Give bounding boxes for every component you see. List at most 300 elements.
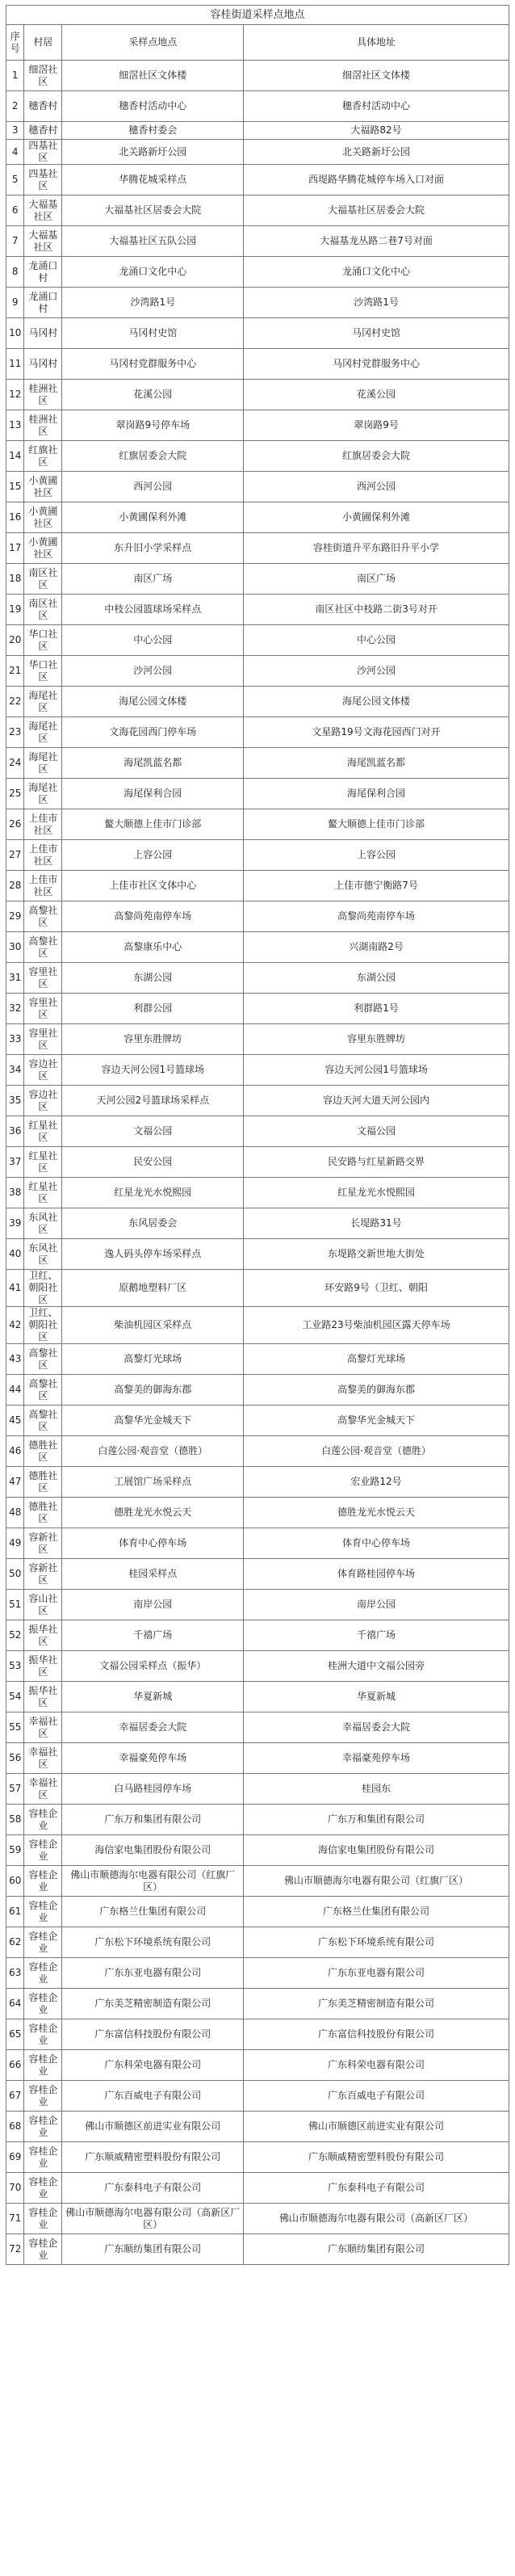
table-row	[6, 809, 509, 840]
row-address: 德胜龙光水悦云天	[244, 1498, 509, 1528]
row-site: 翠岗路9号停车场	[62, 410, 244, 441]
row-index: 42	[6, 1307, 24, 1344]
row-index: 70	[6, 2173, 24, 2204]
row-address: 佛山市顺德海尔电器有限公司（红旗厂区）	[244, 1866, 509, 1897]
row-village: 卫红、朝阳社区	[24, 1270, 62, 1307]
table-row	[6, 1835, 509, 1866]
row-site: 广东百威电子有限公司	[62, 2081, 244, 2112]
row-site: 龙涌口文化中心	[62, 257, 244, 288]
table-row	[6, 1147, 509, 1178]
row-address: 容边天河大道天河公园内	[244, 1086, 509, 1116]
row-address: 宏业路12号	[244, 1467, 509, 1498]
row-index: 58	[6, 1805, 24, 1835]
row-site: 广东格兰仕集团有限公司	[62, 1897, 244, 1927]
table-row	[6, 140, 509, 165]
table-row	[6, 1559, 509, 1590]
row-address: 环安路9号（卫红、朝阳	[244, 1270, 509, 1307]
row-site: 广东顺纺集团有限公司	[62, 2234, 244, 2265]
row-village: 容桂企业	[24, 1897, 62, 1927]
row-site: 南区广场	[62, 564, 244, 595]
row-address: 利群路1号	[244, 994, 509, 1024]
table-row	[6, 656, 509, 687]
row-site: 海尾公园文体楼	[62, 687, 244, 717]
row-index: 72	[6, 2234, 24, 2265]
row-village: 红星社区	[24, 1147, 62, 1178]
row-index: 65	[6, 2019, 24, 2050]
row-village: 红星社区	[24, 1178, 62, 1208]
row-site: 南岸公园	[62, 1590, 244, 1620]
row-site: 文福公园	[62, 1116, 244, 1147]
row-address: 白莲公园·观音堂（德胜）	[244, 1436, 509, 1467]
row-index: 16	[6, 502, 24, 533]
table-row	[6, 1270, 509, 1307]
row-index: 29	[6, 901, 24, 932]
row-site: 原鹅地塑料厂区	[62, 1270, 244, 1307]
row-index: 43	[6, 1344, 24, 1375]
table-row	[6, 1467, 509, 1498]
table-row	[6, 1086, 509, 1116]
row-index: 67	[6, 2081, 24, 2112]
row-address: 红星龙光水悦熙园	[244, 1178, 509, 1208]
row-index: 8	[6, 257, 24, 288]
table-row	[6, 226, 509, 257]
row-index: 54	[6, 1682, 24, 1712]
row-address: 长堤路31号	[244, 1208, 509, 1239]
row-site: 高黎灯光球场	[62, 1344, 244, 1375]
row-index: 27	[6, 840, 24, 871]
row-address: 广东科荣电器有限公司	[244, 2050, 509, 2081]
row-village: 穗香村	[24, 122, 62, 140]
table-row	[6, 1651, 509, 1682]
row-village: 振华社区	[24, 1682, 62, 1712]
row-address: 沙河公园	[244, 656, 509, 687]
row-index: 7	[6, 226, 24, 257]
row-address: 沙湾路1号	[244, 288, 509, 318]
row-index: 10	[6, 318, 24, 349]
row-village: 上佳市社区	[24, 871, 62, 901]
row-index: 23	[6, 717, 24, 748]
table-row	[6, 122, 509, 140]
row-index: 64	[6, 1989, 24, 2019]
row-village: 东风社区	[24, 1239, 62, 1270]
table-row	[6, 994, 509, 1024]
row-address: 广东泰科电子有限公司	[244, 2173, 509, 2204]
row-village: 容桂企业	[24, 1927, 62, 1958]
row-site: 鳌大顺德上佳市门诊部	[62, 809, 244, 840]
row-address: 广东松下环境系统有限公司	[244, 1927, 509, 1958]
row-index: 60	[6, 1866, 24, 1897]
table-body	[6, 61, 509, 2265]
row-address: 东湖公园	[244, 963, 509, 994]
row-site: 穗香村活动中心	[62, 91, 244, 122]
row-village: 高黎社区	[24, 901, 62, 932]
row-index: 11	[6, 349, 24, 380]
table-row	[6, 564, 509, 595]
header-index: 序号	[6, 25, 24, 61]
row-address: 高黎美的御海东郡	[244, 1375, 509, 1406]
table-row	[6, 1897, 509, 1927]
row-index: 48	[6, 1498, 24, 1528]
row-address: 小黄圃保利外滩	[244, 502, 509, 533]
row-address: 广东东亚电器有限公司	[244, 1958, 509, 1989]
row-site: 千禧广场	[62, 1620, 244, 1651]
row-address: 上佳市德宁衡路7号	[244, 871, 509, 901]
row-address: 广东格兰仕集团有限公司	[244, 1897, 509, 1927]
row-site: 大福基社区居委会大院	[62, 195, 244, 226]
row-index: 4	[6, 140, 24, 165]
row-site: 幸福豪苑停车场	[62, 1743, 244, 1774]
row-site: 广东万和集团有限公司	[62, 1805, 244, 1835]
table-row	[6, 1307, 509, 1344]
row-index: 22	[6, 687, 24, 717]
row-index: 3	[6, 122, 24, 140]
table-row	[6, 901, 509, 932]
table-row	[6, 288, 509, 318]
row-index: 18	[6, 564, 24, 595]
row-index: 31	[6, 963, 24, 994]
table-row	[6, 1774, 509, 1805]
table-row	[6, 91, 509, 122]
row-village: 四基社区	[24, 165, 62, 195]
row-index: 63	[6, 1958, 24, 1989]
row-address: 桂园东	[244, 1774, 509, 1805]
table-row	[6, 349, 509, 380]
row-site: 大福基社区五队公园	[62, 226, 244, 257]
row-address: 广东万和集团有限公司	[244, 1805, 509, 1835]
row-address: 兴湖南路2号	[244, 932, 509, 963]
row-address: 幸福居委会大院	[244, 1712, 509, 1743]
table-row	[6, 748, 509, 779]
row-index: 2	[6, 91, 24, 122]
table-header-row	[6, 25, 509, 61]
row-index: 68	[6, 2112, 24, 2142]
row-site: 东湖公园	[62, 963, 244, 994]
row-village: 小黄圃社区	[24, 472, 62, 502]
row-index: 20	[6, 625, 24, 656]
row-index: 19	[6, 595, 24, 625]
row-village: 卫红、朝阳社区	[24, 1307, 62, 1344]
row-village: 容桂企业	[24, 1835, 62, 1866]
row-site: 工展馆广场采样点	[62, 1467, 244, 1498]
row-index: 34	[6, 1055, 24, 1086]
row-index: 28	[6, 871, 24, 901]
table-row	[6, 502, 509, 533]
table-row	[6, 1406, 509, 1436]
table-row	[6, 1239, 509, 1270]
row-village: 细滘社区	[24, 61, 62, 91]
table-row	[6, 1375, 509, 1406]
row-index: 17	[6, 533, 24, 564]
row-village: 四基社区	[24, 140, 62, 165]
row-index: 61	[6, 1897, 24, 1927]
row-site: 东风居委会	[62, 1208, 244, 1239]
row-village: 容新社区	[24, 1559, 62, 1590]
table-row	[6, 687, 509, 717]
row-address: 细滘社区文体楼	[244, 61, 509, 91]
table-row	[6, 2234, 509, 2265]
row-address: 海尾凯蓝名都	[244, 748, 509, 779]
row-village: 德胜社区	[24, 1498, 62, 1528]
row-village: 容桂企业	[24, 1989, 62, 2019]
row-village: 容桂企业	[24, 2112, 62, 2142]
row-site: 天河公园2号篮球场采样点	[62, 1086, 244, 1116]
row-village: 大福基社区	[24, 226, 62, 257]
table-row	[6, 1866, 509, 1897]
row-address: 民安路与红星新路交界	[244, 1147, 509, 1178]
row-village: 桂洲社区	[24, 380, 62, 410]
sampling-sites-table	[6, 5, 509, 2265]
row-address: 穗香村活动中心	[244, 91, 509, 122]
row-village: 容桂企业	[24, 2204, 62, 2234]
table-row	[6, 472, 509, 502]
table-row	[6, 625, 509, 656]
table-row	[6, 595, 509, 625]
table-row	[6, 380, 509, 410]
row-village: 东风社区	[24, 1208, 62, 1239]
row-site: 民安公园	[62, 1147, 244, 1178]
row-village: 容边社区	[24, 1055, 62, 1086]
row-site: 白马路桂园停车场	[62, 1774, 244, 1805]
row-site: 马冈村史馆	[62, 318, 244, 349]
row-address: 广东富信科技股份有限公司	[244, 2019, 509, 2050]
row-index: 6	[6, 195, 24, 226]
row-index: 56	[6, 1743, 24, 1774]
row-village: 龙涌口村	[24, 288, 62, 318]
row-index: 5	[6, 165, 24, 195]
table-row	[6, 1682, 509, 1712]
table-row	[6, 441, 509, 472]
table-row	[6, 2050, 509, 2081]
row-site: 花溪公园	[62, 380, 244, 410]
row-site: 广东富信科技股份有限公司	[62, 2019, 244, 2050]
row-village: 海尾社区	[24, 687, 62, 717]
row-address: 花溪公园	[244, 380, 509, 410]
row-village: 桂洲社区	[24, 410, 62, 441]
row-index: 55	[6, 1712, 24, 1743]
table-title-row	[6, 6, 509, 25]
table-row	[6, 1590, 509, 1620]
row-village: 南区社区	[24, 564, 62, 595]
row-village: 小黄圃社区	[24, 533, 62, 564]
row-site: 容边天河公园1号篮球场	[62, 1055, 244, 1086]
table-row	[6, 963, 509, 994]
row-village: 容桂企业	[24, 1958, 62, 1989]
row-village: 高黎社区	[24, 1344, 62, 1375]
table-row	[6, 195, 509, 226]
row-village: 穗香村	[24, 91, 62, 122]
row-address: 广东百威电子有限公司	[244, 2081, 509, 2112]
row-site: 体育中心停车场	[62, 1528, 244, 1559]
row-site: 西河公园	[62, 472, 244, 502]
row-site: 幸福居委会大院	[62, 1712, 244, 1743]
row-address: 佛山市顺德海尔电器有限公司（高新区厂区）	[244, 2204, 509, 2234]
row-address: 工业路23号柴油机园区露天停车场	[244, 1307, 509, 1344]
row-site: 广东科荣电器有限公司	[62, 2050, 244, 2081]
table-row	[6, 1989, 509, 2019]
row-site: 上佳市社区文体中心	[62, 871, 244, 901]
table-row	[6, 1958, 509, 1989]
row-index: 66	[6, 2050, 24, 2081]
row-village: 幸福社区	[24, 1743, 62, 1774]
table-row	[6, 1436, 509, 1467]
row-index: 59	[6, 1835, 24, 1866]
row-village: 红星社区	[24, 1116, 62, 1147]
table-row	[6, 533, 509, 564]
row-address: 华夏新城	[244, 1682, 509, 1712]
table-row	[6, 1712, 509, 1743]
row-site: 中心公园	[62, 625, 244, 656]
row-site: 利群公园	[62, 994, 244, 1024]
row-site: 红旗居委会大院	[62, 441, 244, 472]
row-index: 12	[6, 380, 24, 410]
row-site: 沙湾路1号	[62, 288, 244, 318]
row-village: 容里社区	[24, 1024, 62, 1055]
row-village: 大福基社区	[24, 195, 62, 226]
row-village: 容里社区	[24, 963, 62, 994]
row-site: 海信家电集团股份有限公司	[62, 1835, 244, 1866]
row-index: 32	[6, 994, 24, 1024]
table-row	[6, 1498, 509, 1528]
row-village: 上佳市社区	[24, 809, 62, 840]
row-index: 49	[6, 1528, 24, 1559]
row-village: 容桂企业	[24, 2173, 62, 2204]
row-site: 文海花园西门停车场	[62, 717, 244, 748]
header-address: 具体地址	[244, 25, 509, 61]
table-row	[6, 61, 509, 91]
row-site: 佛山市顺德区前进实业有限公司	[62, 2112, 244, 2142]
row-site: 白莲公园·观音堂（德胜）	[62, 1436, 244, 1467]
table-row	[6, 1024, 509, 1055]
row-address: 文福公园	[244, 1116, 509, 1147]
row-site: 广东泰科电子有限公司	[62, 2173, 244, 2204]
row-site: 小黄圃保利外滩	[62, 502, 244, 533]
table-row	[6, 318, 509, 349]
row-site: 沙河公园	[62, 656, 244, 687]
row-site: 细滘社区文体楼	[62, 61, 244, 91]
row-village: 高黎社区	[24, 932, 62, 963]
row-village: 华口社区	[24, 656, 62, 687]
table-row	[6, 1620, 509, 1651]
row-site: 容里东胜牌坊	[62, 1024, 244, 1055]
row-address: 中心公园	[244, 625, 509, 656]
row-village: 上佳市社区	[24, 840, 62, 871]
row-village: 幸福社区	[24, 1712, 62, 1743]
row-site: 穗香村委会	[62, 122, 244, 140]
row-site: 北关路新圩公园	[62, 140, 244, 165]
row-village: 德胜社区	[24, 1467, 62, 1498]
row-index: 35	[6, 1086, 24, 1116]
row-address: 高黎尚苑南停车场	[244, 901, 509, 932]
table-row	[6, 1208, 509, 1239]
table-row	[6, 1116, 509, 1147]
table-row	[6, 2142, 509, 2173]
row-index: 44	[6, 1375, 24, 1406]
row-village: 振华社区	[24, 1620, 62, 1651]
row-address: 容边天河公园1号篮球场	[244, 1055, 509, 1086]
row-address: 上容公园	[244, 840, 509, 871]
row-village: 容桂企业	[24, 2081, 62, 2112]
row-address: 容里东胜牌坊	[244, 1024, 509, 1055]
table-row	[6, 1927, 509, 1958]
table-row	[6, 410, 509, 441]
row-address: 南区广场	[244, 564, 509, 595]
row-index: 14	[6, 441, 24, 472]
table-row	[6, 2204, 509, 2234]
row-village: 幸福社区	[24, 1774, 62, 1805]
row-site: 华夏新城	[62, 1682, 244, 1712]
row-index: 45	[6, 1406, 24, 1436]
row-index: 46	[6, 1436, 24, 1467]
row-site: 桂园采样点	[62, 1559, 244, 1590]
header-village: 村居	[24, 25, 62, 61]
row-site: 广东美芝精密制造有限公司	[62, 1989, 244, 2019]
row-address: 西河公园	[244, 472, 509, 502]
row-site: 东升旧小学采样点	[62, 533, 244, 564]
row-village: 海尾社区	[24, 779, 62, 809]
header-site: 采样点地点	[62, 25, 244, 61]
row-site: 高黎美的御海东郡	[62, 1375, 244, 1406]
row-index: 36	[6, 1116, 24, 1147]
row-index: 69	[6, 2142, 24, 2173]
row-village: 容桂企业	[24, 2142, 62, 2173]
row-index: 15	[6, 472, 24, 502]
row-address: 佛山市顺德区前进实业有限公司	[244, 2112, 509, 2142]
row-index: 25	[6, 779, 24, 809]
row-village: 高黎社区	[24, 1375, 62, 1406]
row-address: 广东顺威精密塑料股份有限公司	[244, 2142, 509, 2173]
table-row	[6, 779, 509, 809]
row-index: 33	[6, 1024, 24, 1055]
table-row	[6, 1528, 509, 1559]
row-index: 39	[6, 1208, 24, 1239]
table-row	[6, 2112, 509, 2142]
row-index: 50	[6, 1559, 24, 1590]
row-site: 上容公园	[62, 840, 244, 871]
table-row	[6, 257, 509, 288]
table-row	[6, 717, 509, 748]
row-index: 13	[6, 410, 24, 441]
table-row	[6, 1344, 509, 1375]
row-address: 千禧广场	[244, 1620, 509, 1651]
row-village: 容桂企业	[24, 1866, 62, 1897]
row-address: 桂洲大道中文福公园旁	[244, 1651, 509, 1682]
table-row	[6, 932, 509, 963]
table-row	[6, 840, 509, 871]
table-row	[6, 165, 509, 195]
row-index: 21	[6, 656, 24, 687]
row-site: 海尾凯蓝名都	[62, 748, 244, 779]
row-site: 德胜龙光水悦云天	[62, 1498, 244, 1528]
row-village: 振华社区	[24, 1651, 62, 1682]
row-site: 佛山市顺德海尔电器有限公司（高新区厂区）	[62, 2204, 244, 2234]
row-site: 柴油机园区采样点	[62, 1307, 244, 1344]
row-village: 容新社区	[24, 1528, 62, 1559]
row-village: 红旗社区	[24, 441, 62, 472]
row-index: 40	[6, 1239, 24, 1270]
row-address: 体育中心停车场	[244, 1528, 509, 1559]
row-address: 容桂街道升平东路旧升平小学	[244, 533, 509, 564]
row-address: 西堤路华腾花城停车场入口对面	[244, 165, 509, 195]
row-site: 文福公园采样点（振华）	[62, 1651, 244, 1682]
row-address: 东堤路交新世地大街处	[244, 1239, 509, 1270]
row-index: 38	[6, 1178, 24, 1208]
row-village: 龙涌口村	[24, 257, 62, 288]
row-site: 逸人码头停车场采样点	[62, 1239, 244, 1270]
table-row	[6, 2019, 509, 2050]
table-row	[6, 871, 509, 901]
row-site: 中枝公园篮球场采样点	[62, 595, 244, 625]
row-address: 高黎灯光球场	[244, 1344, 509, 1375]
